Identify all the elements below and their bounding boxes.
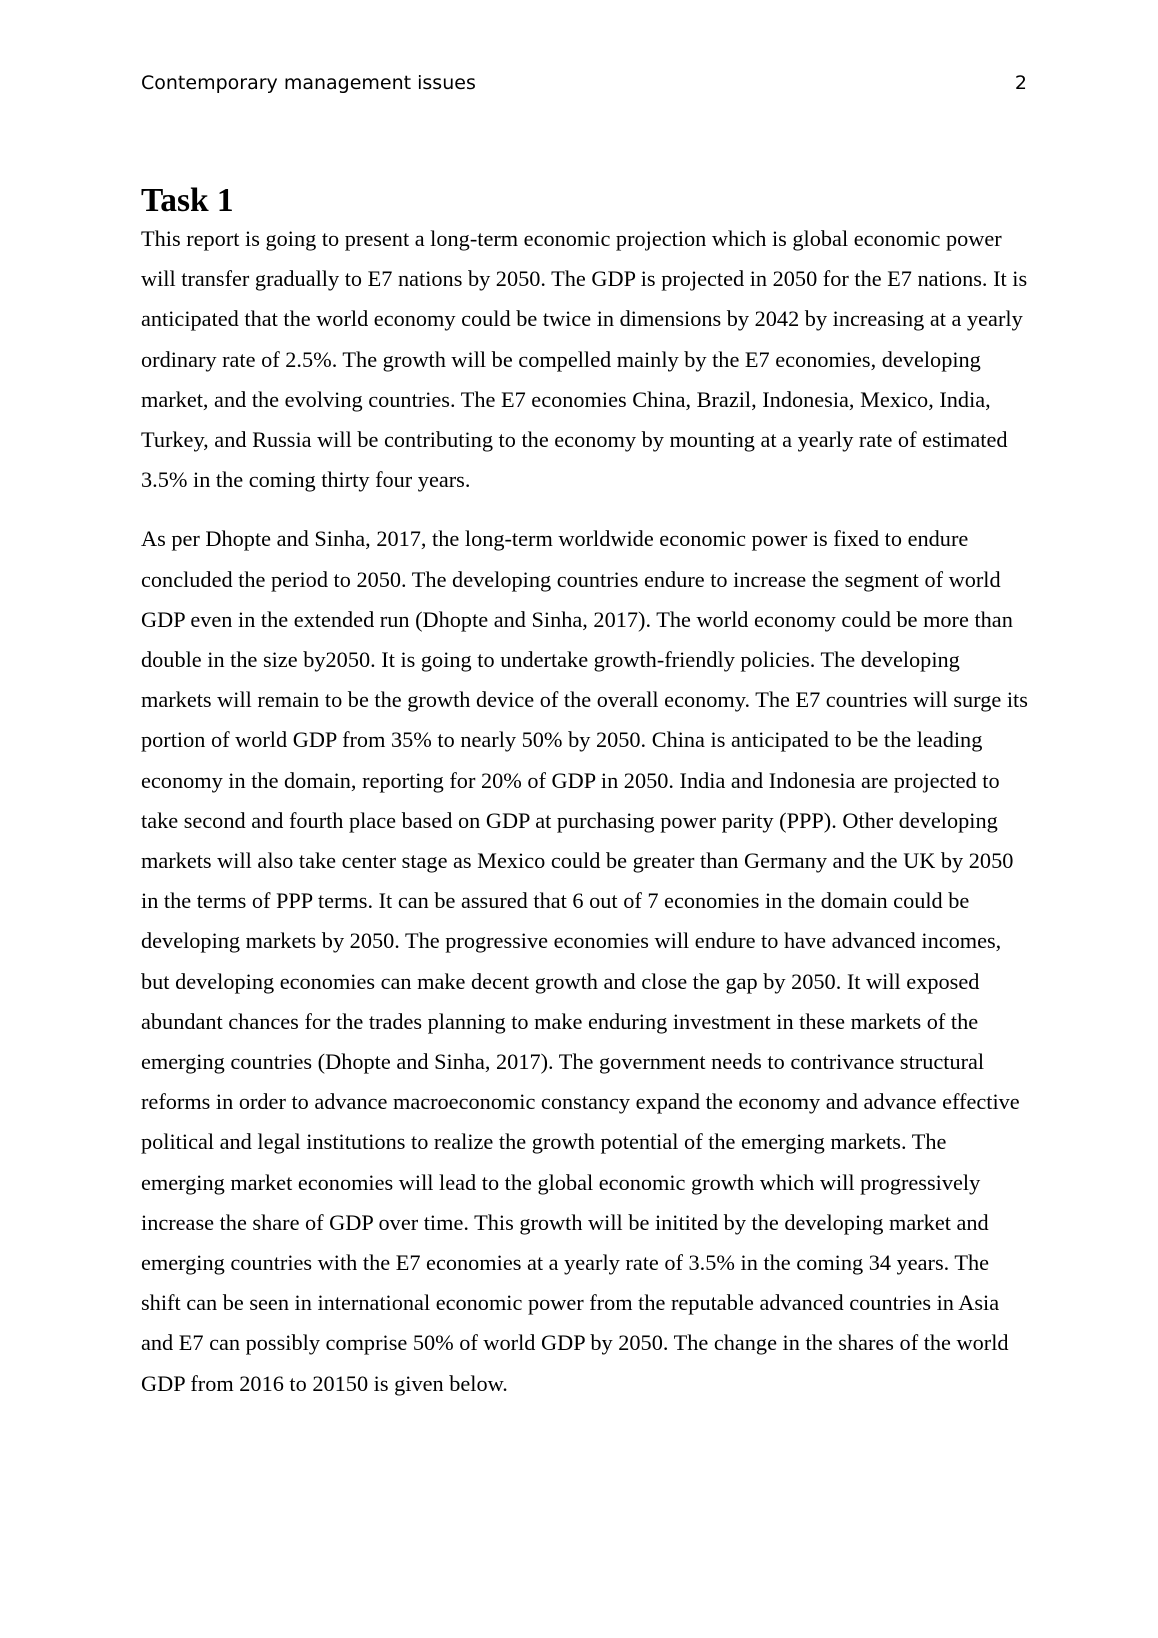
- document-body: [141, 183, 1031, 1404]
- paragraph-intro: This report is going to present a long-term economic projection which is global economic power will transfer gradually to E7 nations by 2050. The GDP is projected in 2050 for the E7 nations. It is anticipated that the world economy could be twice in dimensions by 2042 by increasing at a yearly ordinary rate of 2.5%. The growth will be compelled mainly by the E7 economies, developing market, and the evolving countries. The E7 economies China, Brazil, Indonesia, Mexico, India, Turkey, and Russia will be contributing to the economy by mounting at a yearly rate of estimated 3.5% in the coming thirty four years.: [141, 226, 1028, 493]
- paragraph-analysis: As per Dhopte and Sinha, 2017, the long-term worldwide economic power is fixed to endure concluded the period to 2050. The developing countries endure to increase the segment of world GDP even in the extended run (Dhopte and Sinha, 2017). The world economy could be more than double in the size by2050. It is going to undertake growth-friendly policies. The developing markets will remain to be the growth device of the overall economy. The E7 countries will surge its portion of world GDP from 35% to nearly 50% by 2050. China is anticipated to be the leading economy in the domain, reporting for 20% of GDP in 2050. India and Indonesia are projected to take second and fourth place based on GDP at purchasing power parity (PPP). Other developing markets will also take center stage as Mexico could be greater than Germany and the UK by 2050 in the terms of PPP terms. It can be assured that 6 out of 7 economies in the domain could be developing markets by 2050. The progressive economies will endure to have advanced incomes, but developing economies can make decent growth and close the gap by 2050. It will exposed abundant chances for the trades planning to make enduring investment in these markets of the emerging countries (Dhopte and Sinha, 2017). The government needs to contrivance structural reforms in order to advance macroeconomic constancy expand the economy and advance effective political and legal institutions to realize the growth potential of the emerging markets. The emerging market economies will lead to the global economic growth which will progressively increase the share of GDP over time. This growth will be initited by the developing market and emerging countries with the E7 economies at a yearly rate of 3.5% in the coming 34 years. The shift can be seen in international economic power from the reputable advanced countries in Asia and E7 can possibly comprise 50% of world GDP by 2050. The change in the shares of the world GDP from 2016 to 20150 is given below.: [141, 526, 1028, 1396]
- page-number: 2: [1014, 72, 1027, 94]
- running-header-title: Contemporary management issues: [141, 72, 476, 94]
- section-heading: Task 1: [141, 182, 234, 219]
- page-header: [141, 68, 1027, 98]
